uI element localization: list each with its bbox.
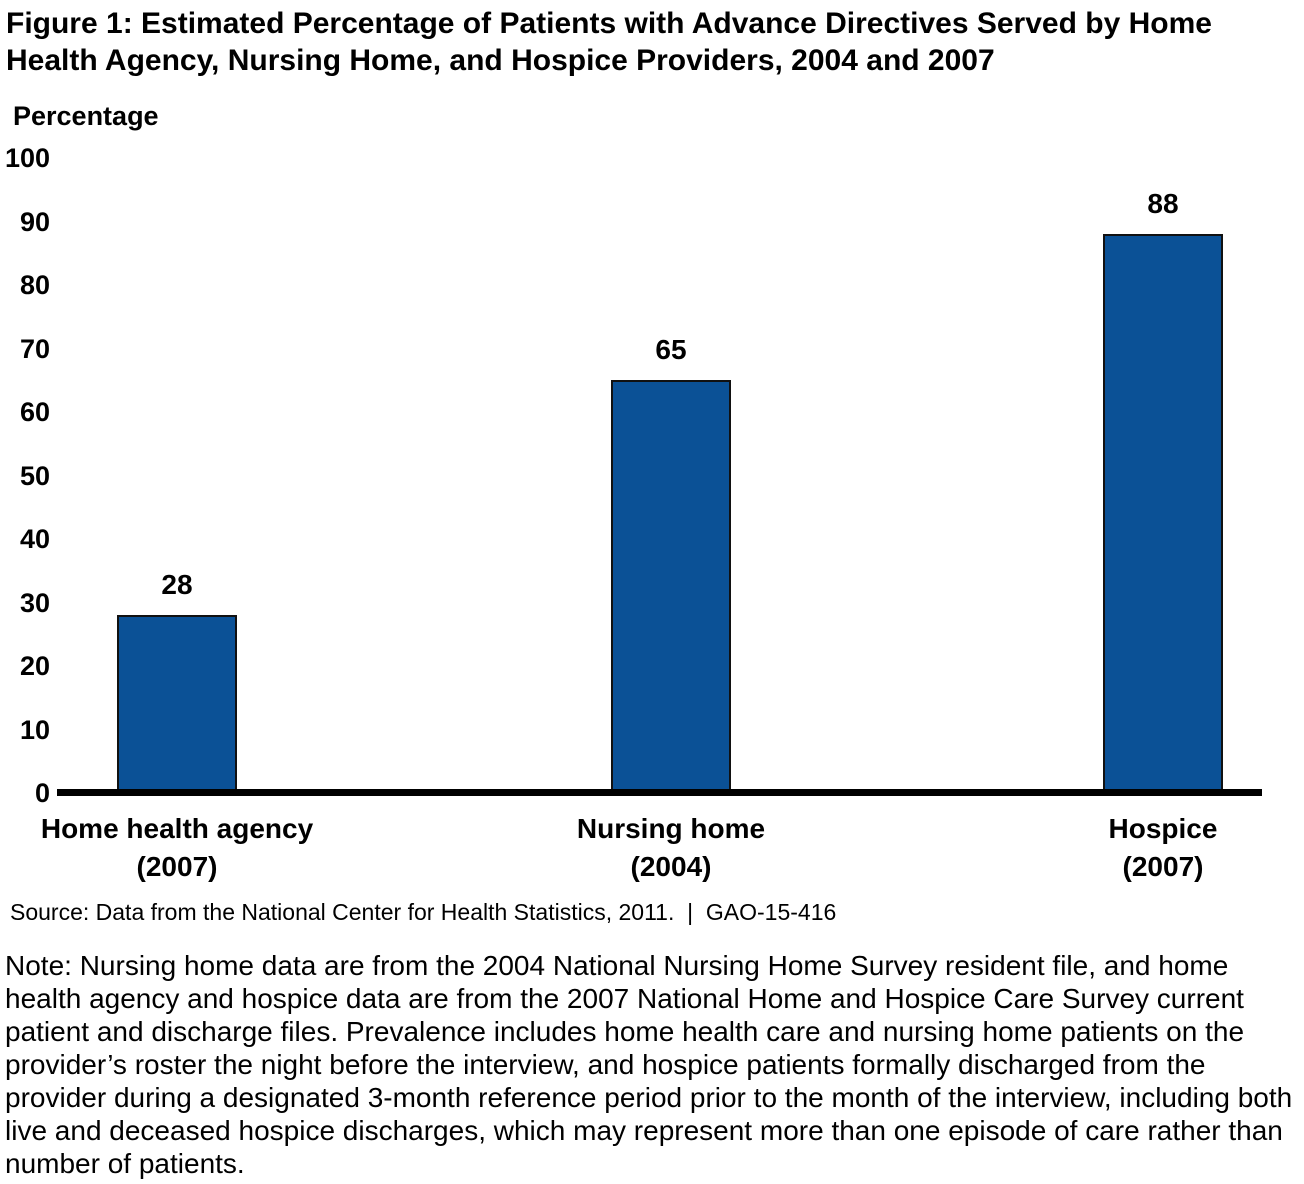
category-year: (2007) xyxy=(1122,851,1204,882)
category-name: Hospice xyxy=(1108,813,1218,844)
y-tick-label-20: 20 xyxy=(19,651,50,681)
category-year: (2004) xyxy=(630,851,712,882)
bar-value-label-nursing-home-2004: 65 xyxy=(655,334,687,366)
category-label-hospice-2007 xyxy=(1003,810,1304,886)
y-tick-label-40: 40 xyxy=(19,524,50,554)
category-label-home-health-agency-2007 xyxy=(17,810,337,886)
y-tick-label-70: 70 xyxy=(19,333,50,364)
y-tick-label-100: 100 xyxy=(4,143,50,173)
category-label-nursing-home-2004 xyxy=(511,810,831,886)
bar-value-label-home-health-agency-2007: 28 xyxy=(161,569,193,601)
y-tick-label-0: 0 xyxy=(34,778,50,808)
y-tick-label-60: 60 xyxy=(19,397,50,427)
y-axis-title: Percentage xyxy=(13,101,159,131)
category-year: (2007) xyxy=(136,851,218,882)
source-line: Source: Data from the National Center for Health Statistics, 2011. | GAO-15-416 xyxy=(10,899,837,925)
y-tick-label-80: 80 xyxy=(19,270,50,300)
bar-home-health-agency-2007 xyxy=(117,615,237,789)
x-axis-line xyxy=(57,789,1262,796)
category-name: Nursing home xyxy=(576,813,766,844)
figure-note: Note: Nursing home data are from the 2004 National Nursing Home Survey resident file, and home health agency and hospice data are from the 2007 National Home and Hospice Care Survey current patient and discharge files. Prevalence includes home health care and nursing home patients on the provider’s roster the night before the interview, and hospice patients formally discharged from the provider during a designated 3-month reference period prior to the month of the interview, including both live and deceased hospice discharges, which may represent more than one episode of care rather than number of patients. xyxy=(5,950,1293,1179)
y-tick-label-30: 30 xyxy=(19,587,50,618)
y-tick-label-90: 90 xyxy=(19,206,50,237)
category-name: Home health agency xyxy=(40,813,314,844)
y-tick-label-50: 50 xyxy=(19,460,50,491)
bar-value-label-hospice-2007: 88 xyxy=(1147,188,1179,220)
y-tick-label-10: 10 xyxy=(19,714,50,745)
bar-hospice-2007 xyxy=(1103,234,1223,789)
figure-title: Figure 1: Estimated Percentage of Patients with Advance Directives Served by Home Health Agency, Nursing Home, and Hospice Providers, 2004 and 2007 xyxy=(6,7,1212,77)
bar-nursing-home-2004 xyxy=(611,380,731,789)
